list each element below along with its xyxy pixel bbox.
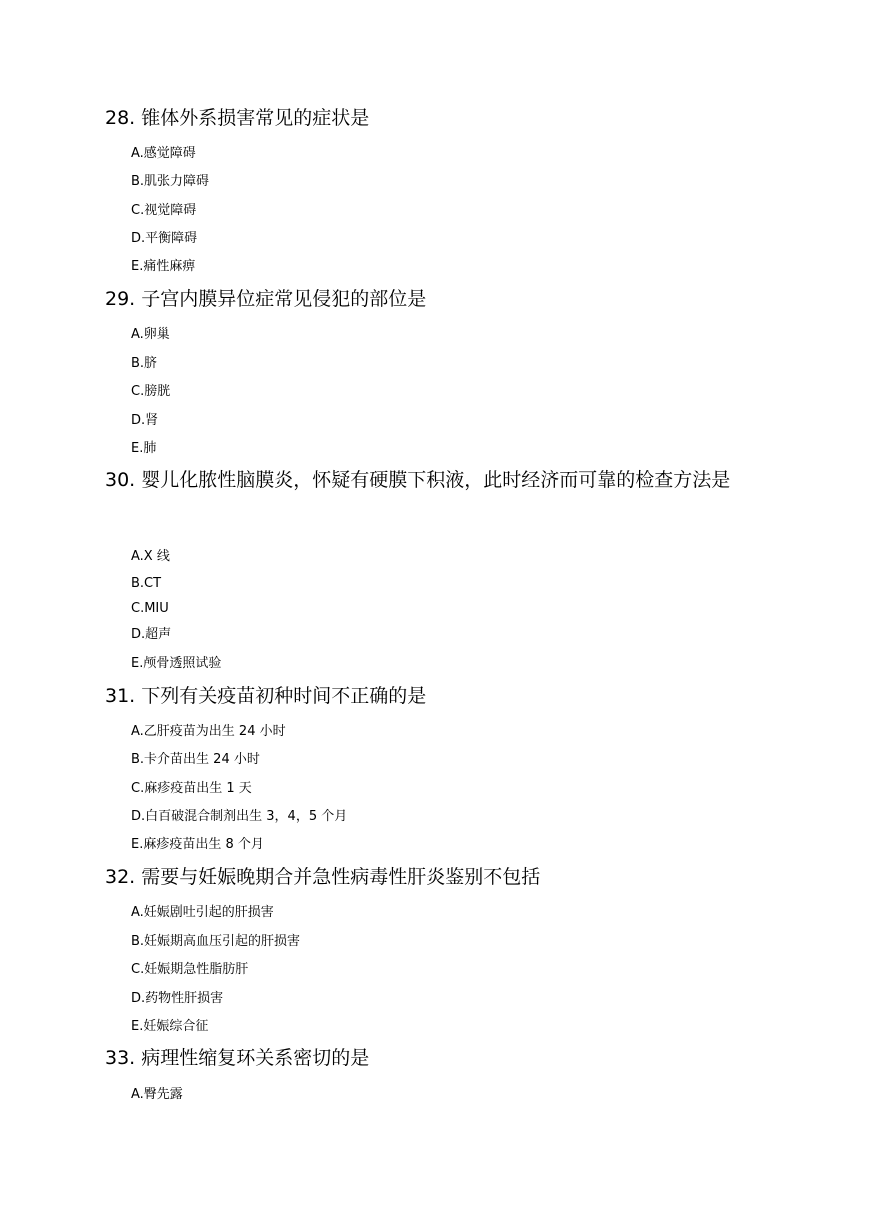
question-29-option-d: D.肾 [131,413,159,428]
question-29-title: 29. 子宫内膜异位症常见侵犯的部位是 [105,288,427,310]
question-28-option-e: E.痛性麻痹 [131,259,196,274]
question-28-option-b: B.肌张力障碍 [131,174,210,189]
question-29-option-a: A.卵巢 [131,327,170,342]
question-32-option-a: A.妊娠剧吐引起的肝损害 [131,905,274,920]
question-29-option-c: C.膀胱 [131,384,171,399]
question-30-option-b: B.CT [131,576,162,591]
question-32-option-e: E.妊娠综合征 [131,1019,209,1034]
question-30-option-e: E.颅骨透照试验 [131,656,222,671]
question-33-option-a: A.臀先露 [131,1087,183,1102]
question-31-option-a: A.乙肝疫苗为出生 24 小时 [131,724,286,739]
question-32-option-c: C.妊娠期急性脂肪肝 [131,962,249,977]
question-30-option-d: D.超声 [131,627,172,642]
question-32-option-b: B.妊娠期高血压引起的肝损害 [131,934,301,949]
question-28-title: 28. 锥体外系损害常见的症状是 [105,107,370,129]
question-31-option-b: B.卡介苗出生 24 小时 [131,752,260,767]
question-30-option-c: C.MIU [131,601,169,616]
question-29-option-b: B.脐 [131,356,158,371]
question-28-option-c: C.视觉障碍 [131,203,197,218]
question-31-option-e: E.麻疹疫苗出生 8 个月 [131,837,264,852]
question-30-option-a: A.X 线 [131,549,170,564]
question-29-option-e: E.肺 [131,441,157,456]
question-32-title: 32. 需要与妊娠晚期合并急性病毒性肝炎鉴别不包括 [105,866,541,888]
question-33-title: 33. 病理性缩复环关系密切的是 [105,1047,370,1069]
question-31-title: 31. 下列有关疫苗初种时间不正确的是 [105,685,427,707]
question-28-option-a: A.感觉障碍 [131,146,196,161]
question-31-option-d: D.白百破混合制剂出生 3，4，5 个月 [131,809,348,824]
question-28-option-d: D.平衡障碍 [131,231,198,246]
question-30-title: 30. 婴儿化脓性脑膜炎，怀疑有硬膜下积液，此时经济而可靠的检查方法是 [105,469,731,491]
question-32-option-d: D.药物性肝损害 [131,991,224,1006]
question-31-option-c: C.麻疹疫苗出生 1 天 [131,781,252,796]
